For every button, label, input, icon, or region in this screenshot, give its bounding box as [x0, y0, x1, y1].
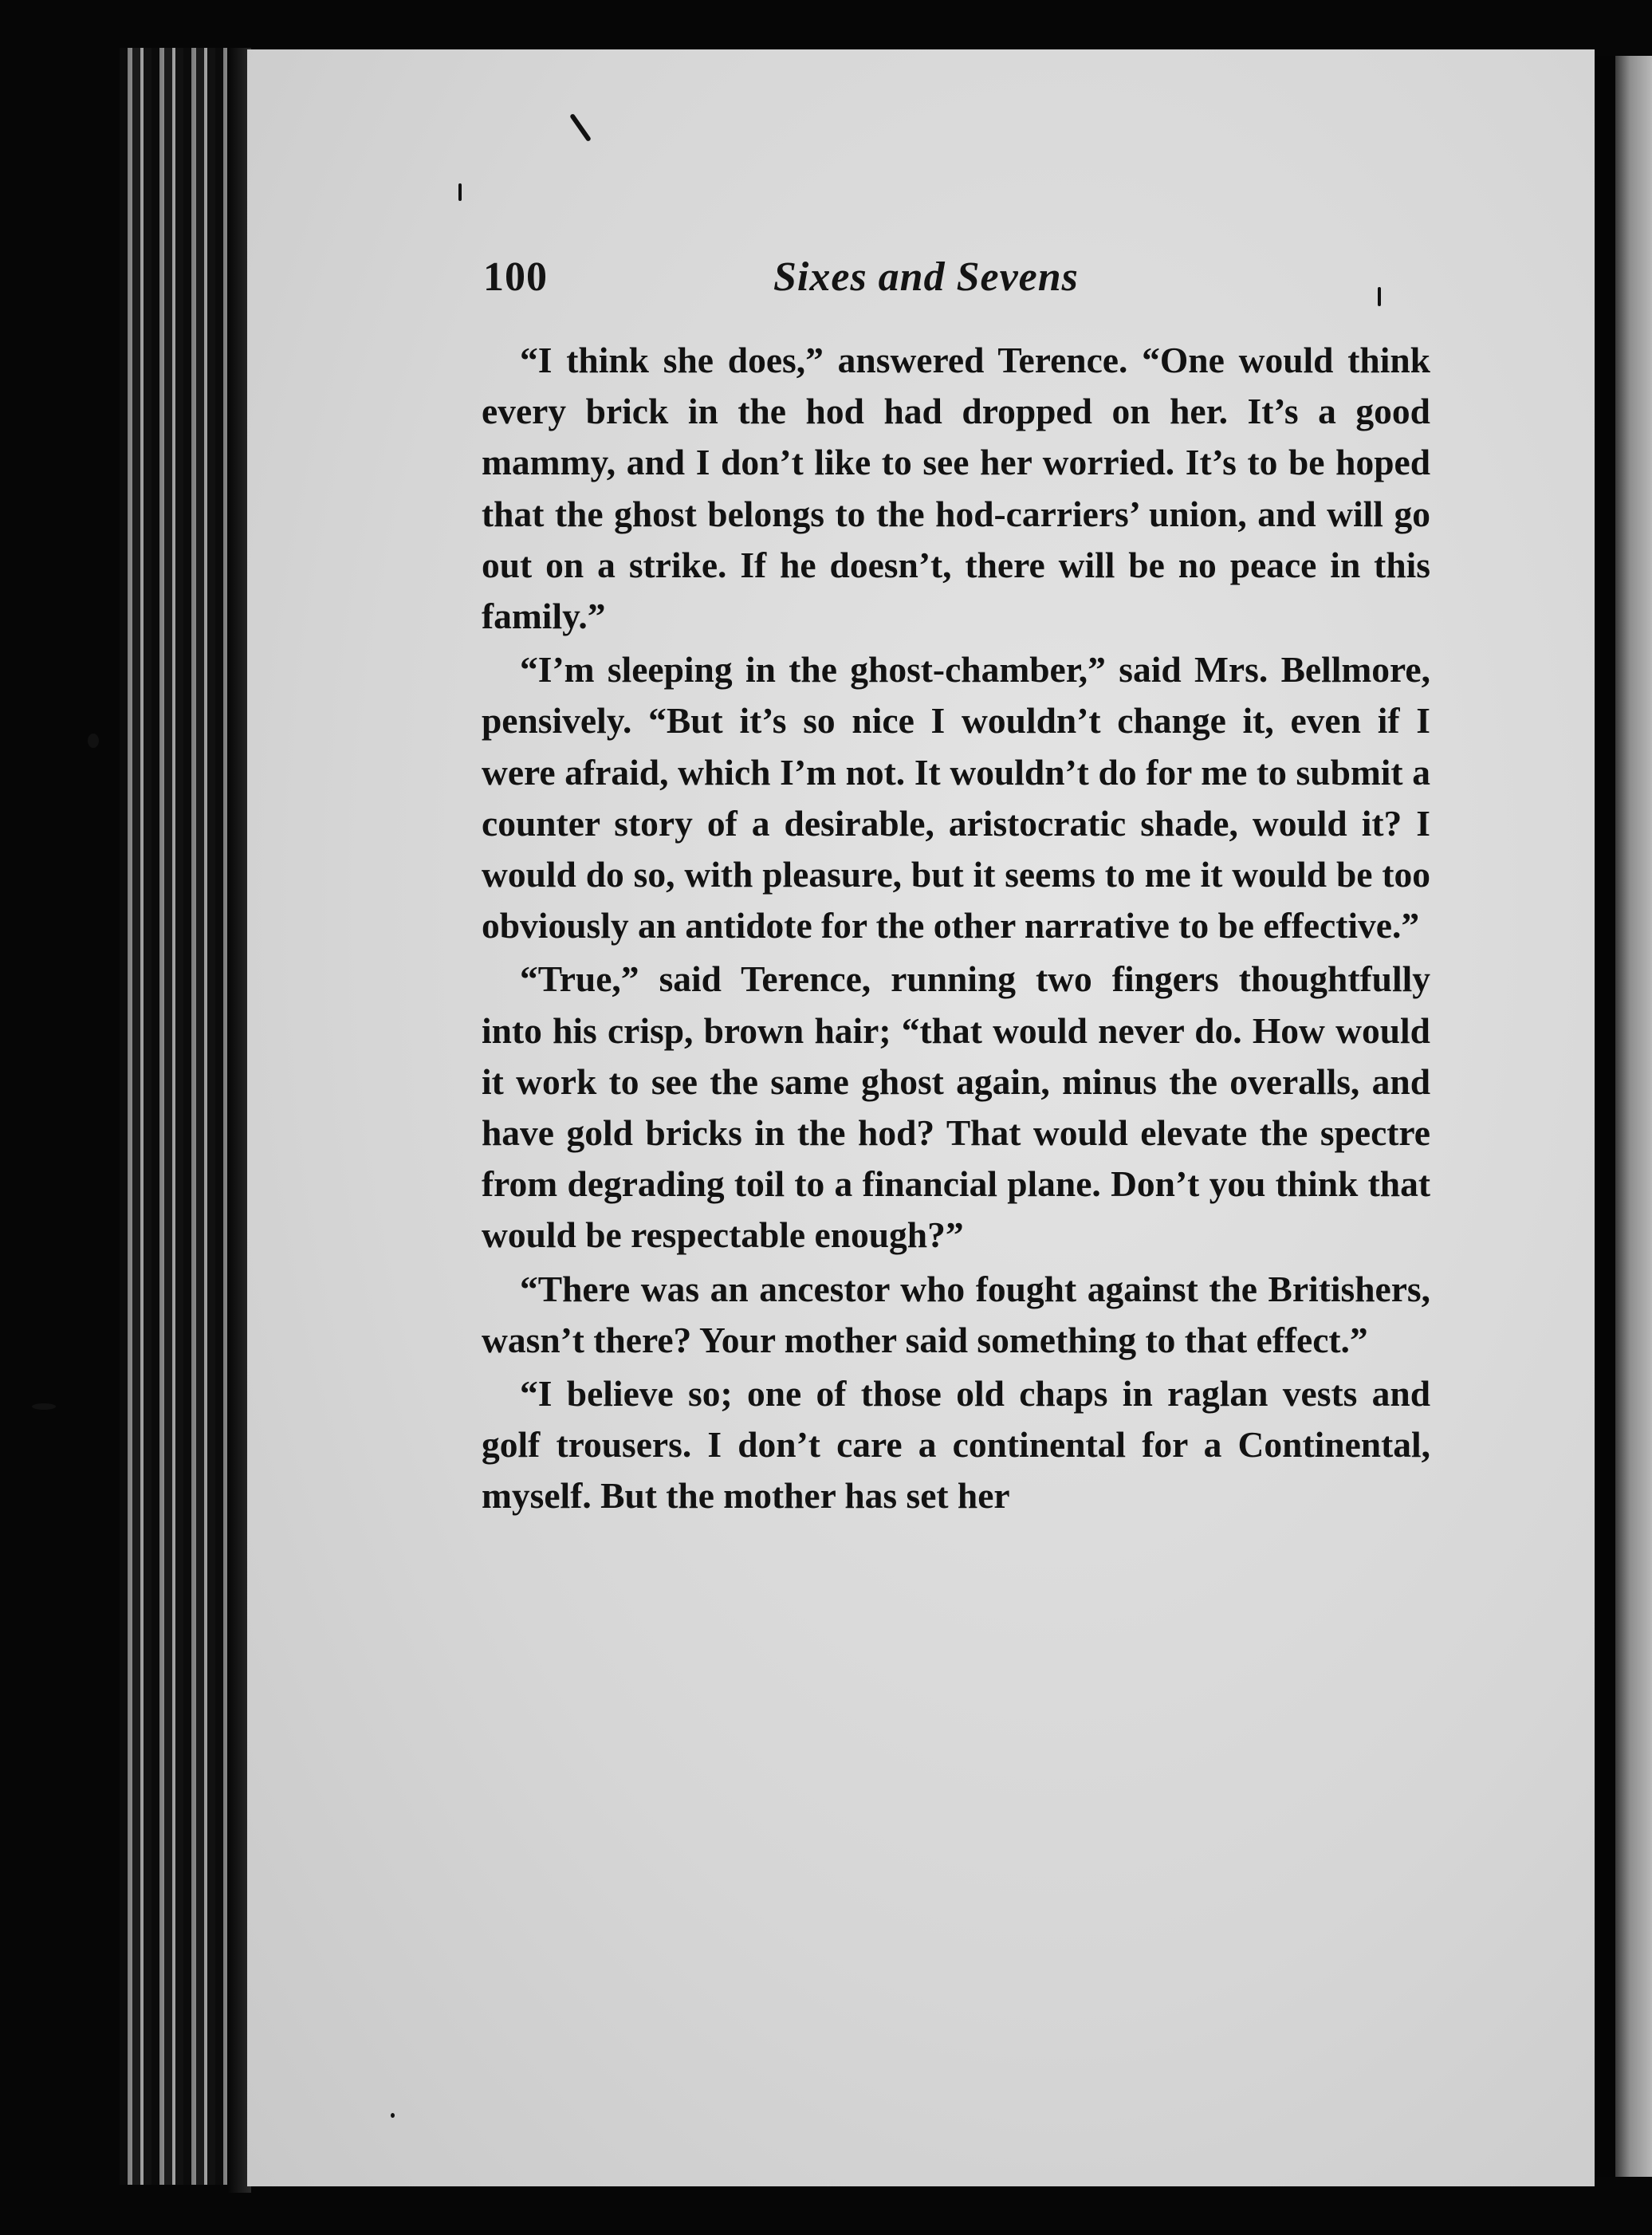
right-border — [1595, 56, 1615, 2177]
paragraph-2: “I’m sleeping in the ghost-chamber,” said Mrs. Bellmore, pensively. “But it’s so nice I wouldn’t change it, even if I were afraid, which I’m not. It wouldn’t do for me to submit a counter story of a desirable, aristocratic shade, would it? I would do so, with pleasure, but it seems to me it would be too obviously an antidote for the other narrative to be effective.” — [482, 649, 1430, 946]
running-header — [483, 254, 1440, 317]
dust-speck — [32, 1403, 56, 1410]
paragraph-5: “I believe so; one of those old chaps in raglan vests and golf trousers. I don’t care a continental for a Continental, myself. But the mother has set her — [482, 1373, 1430, 1517]
page-number: 100 — [483, 254, 548, 300]
dust-speck — [391, 2113, 395, 2118]
paragraph-3: “True,” said Terence, running two fingers thoughtfully into his crisp, brown hair; “that would never do. How would it work to see the same ghost again, minus the overalls, and have gold bricks in the hod? That would elevate the spectre from degrading toil to a financial plane. Don’t you think that would be respectable enough?” — [482, 958, 1430, 1256]
dust-speck — [1378, 287, 1381, 306]
dust-speck — [458, 183, 462, 201]
paragraph-4: “There was an ancestor who fought against the Britishers, wasn’t there? Your mother said something to that effect.” — [482, 1268, 1430, 1360]
running-title: Sixes and Sevens — [773, 254, 1079, 300]
dust-speck — [88, 734, 99, 748]
body-text — [482, 335, 1430, 1522]
facing-page-edge — [1615, 56, 1652, 2177]
paragraph-1: “I think she does,” answered Terence. “One would think every brick in the hod had dropped on her. It’s a good mammy, and I don’t like to see her worried. It’s to be hoped that the ghost belongs to the hod-carriers’ union, and will go out on a strike. If he doesn’t, there will be no peace in this family.” — [482, 340, 1430, 637]
